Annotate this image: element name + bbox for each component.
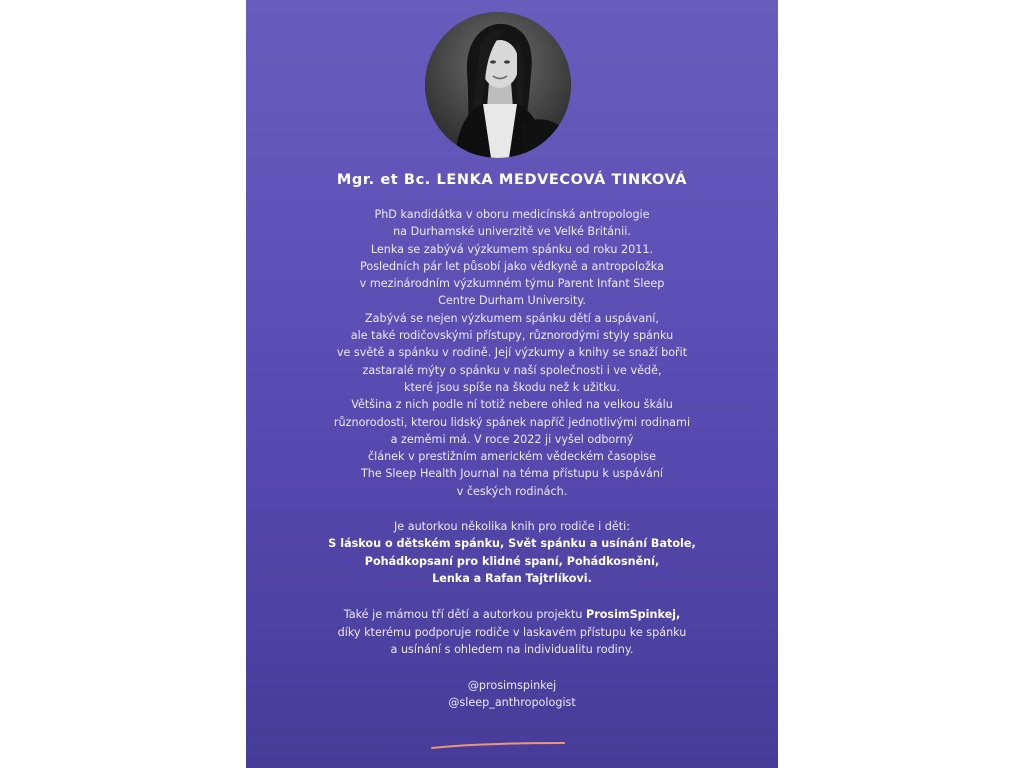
bio-line: ve světě a spánku v rodině. Její výzkumy a knihy se snaží bořit [336,346,688,360]
author-bio [246,206,778,712]
instagram-handle: @sleep_anthropologist [448,696,576,710]
project-line [246,606,778,623]
bio-line: různorodosti, kterou lidský spánek napříč jednotlivými rodinami [333,415,691,429]
bio-line: PhD kandidátka v oboru medicínská antropologie [374,208,650,221]
bio-line: v českých rodinách. [456,484,568,498]
author-portrait [425,12,571,158]
project-prefix: Také je mámou tří dětí a autorkou projektu [343,608,587,622]
instagram-handle: @prosimspinkej [467,679,557,693]
author-bio-page [246,0,778,768]
book-titles-line: Lenka a Rafan Tajtrlíkovi. [432,571,592,585]
project-line: díky kterému podporuje rodiče v laskavém přístupu ke spánku [337,625,687,639]
paragraph-gap [246,658,778,677]
book-titles-line: S láskou o dětském spánku, Svět spánku a usínání Batole, [328,537,696,551]
books-intro: Je autorkou několika knih pro rodiče i děti: [394,520,630,534]
bio-line: Posledních pár let působí jako vědkyně a antropoložka [360,259,664,273]
bio-line: Centre Durham University. [438,294,586,308]
paragraph-gap [246,500,778,518]
bio-line: a zeměmi má. V roce 2022 ji vyšel odborný [390,432,634,446]
bio-line: článek v prestižním americkém vědeckém časopise [367,450,657,464]
author-name: Mgr. et Bc. LENKA MEDVECOVÁ TINKOVÁ [336,172,688,188]
decorative-accent-line [430,740,566,752]
bio-line: zastaralé mýty o spánku v naší společnosti i ve vědě, [362,363,662,377]
paragraph-gap [246,587,778,606]
bio-line: Zabývá se nejen výzkumem spánku dětí a uspávaní, [365,311,659,325]
bio-line: které jsou spíše na škodu než k užitku. [404,380,620,394]
bio-line: The Sleep Health Journal na téma přístupu k uspávání [360,467,664,481]
bio-line: na Durhamské univerzitě ve Velké Británii. [393,225,631,239]
bio-line: v mezinárodním výzkumném týmu Parent Infant Sleep [359,277,665,291]
project-name: ProsimSpinkej, [586,608,681,622]
book-titles-line: Pohádkopsaní pro klidné spaní, Pohádkosnění, [364,554,660,568]
bio-line: ale také rodičovskými přístupy, různorodými styly spánku [350,329,674,343]
bio-line: Většina z nich podle ní totiž nebere ohled na velkou škálu [351,398,673,412]
portrait-photo-icon [425,12,571,158]
project-line: a usínání s ohledem na individualitu rodiny. [390,642,634,656]
bio-line: Lenka se zabývá výzkumem spánku od roku 2011. [370,242,654,256]
